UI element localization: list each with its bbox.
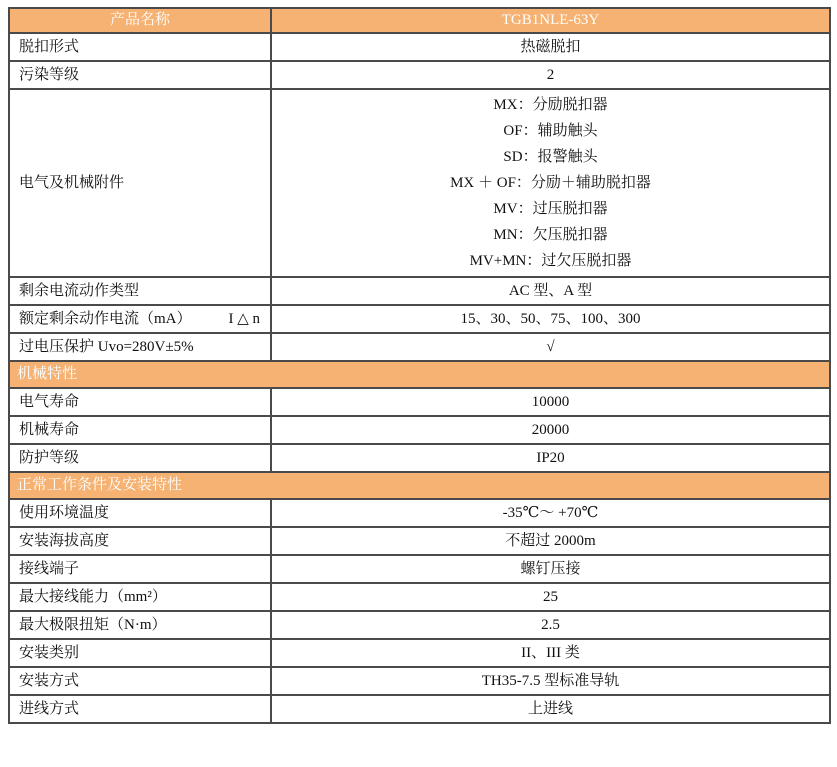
row-value: 2: [271, 61, 830, 89]
section-header-mechanical: [9, 361, 830, 388]
row-label: 接线端子: [9, 555, 271, 583]
attachment-line: MV：过压脱扣器: [493, 201, 608, 217]
attachment-line: SD：报警触头: [503, 149, 598, 165]
row-value: 2.5: [271, 611, 830, 639]
row-label: 最大极限扭矩（N·m）: [9, 611, 271, 639]
row-value checkmark: √: [271, 333, 830, 361]
row-value: TH35-7.5 型标准导轨: [271, 667, 830, 695]
row-value: 25: [271, 583, 830, 611]
table-row: [9, 667, 830, 695]
table-row: [9, 305, 830, 333]
row-label: 防护等级: [9, 444, 271, 472]
table-row: [9, 611, 830, 639]
row-label: 污染等级: [9, 61, 271, 89]
table-row: [9, 388, 830, 416]
attachment-line: MX：分励脱扣器: [493, 97, 608, 113]
section-title: 正常工作条件及安装特性: [9, 472, 830, 499]
row-label: 最大接线能力（mm²）: [9, 583, 271, 611]
attachments-value: [271, 89, 830, 277]
table-row: [9, 555, 830, 583]
table-row: [9, 499, 830, 527]
row-value: II、III 类: [271, 639, 830, 667]
row-value: 15、30、50、75、100、300: [271, 305, 830, 333]
row-value: 不超过 2000m: [271, 527, 830, 555]
attachment-line: MV+MN：过欠压脱扣器: [469, 253, 632, 269]
row-label: [9, 305, 271, 333]
row-label: 电气及机械附件: [9, 89, 271, 277]
table-row: [9, 583, 830, 611]
product-name-header: 产品名称: [9, 8, 271, 33]
row-value: 螺钉压接: [271, 555, 830, 583]
row-value: 20000: [271, 416, 830, 444]
table-row: [9, 695, 830, 723]
table-row-attachments: [9, 89, 830, 277]
table-row: [9, 444, 830, 472]
attachment-line: MN：欠压脱扣器: [493, 227, 608, 243]
table-row: [9, 639, 830, 667]
product-model: TGB1NLE-63Y: [271, 8, 830, 33]
table-row: [9, 33, 830, 61]
row-value: -35℃～ +70℃: [271, 499, 830, 527]
table-row: [9, 416, 830, 444]
row-label: 过电压保护 Uvo=280V±5%: [9, 333, 271, 361]
row-label: 安装类别: [9, 639, 271, 667]
table-row: [9, 527, 830, 555]
row-value: 上进线: [271, 695, 830, 723]
row-value: 热磁脱扣: [271, 33, 830, 61]
row-label: 电气寿命: [9, 388, 271, 416]
attachment-line: MX ＋ OF：分励＋辅助脱扣器: [450, 175, 651, 191]
row-label: 使用环境温度: [9, 499, 271, 527]
product-spec-table: [8, 7, 831, 724]
row-value: 10000: [271, 388, 830, 416]
row-label-text: 额定剩余动作电流（mA）: [19, 310, 192, 327]
attachment-line: OF：辅助触头: [503, 123, 598, 139]
table-row: [9, 61, 830, 89]
table-header-row: [9, 8, 830, 33]
table-row: [9, 277, 830, 305]
row-label: 剩余电流动作类型: [9, 277, 271, 305]
row-label: 脱扣形式: [9, 33, 271, 61]
row-label: 安装海拔高度: [9, 527, 271, 555]
row-label: 进线方式: [9, 695, 271, 723]
row-value: IP20: [271, 444, 830, 472]
section-title: 机械特性: [9, 361, 830, 388]
row-label-symbol: I △ n: [228, 310, 260, 327]
section-header-installation: [9, 472, 830, 499]
table-row: [9, 333, 830, 361]
row-label: 安装方式: [9, 667, 271, 695]
row-value: AC 型、A 型: [271, 277, 830, 305]
row-label: 机械寿命: [9, 416, 271, 444]
